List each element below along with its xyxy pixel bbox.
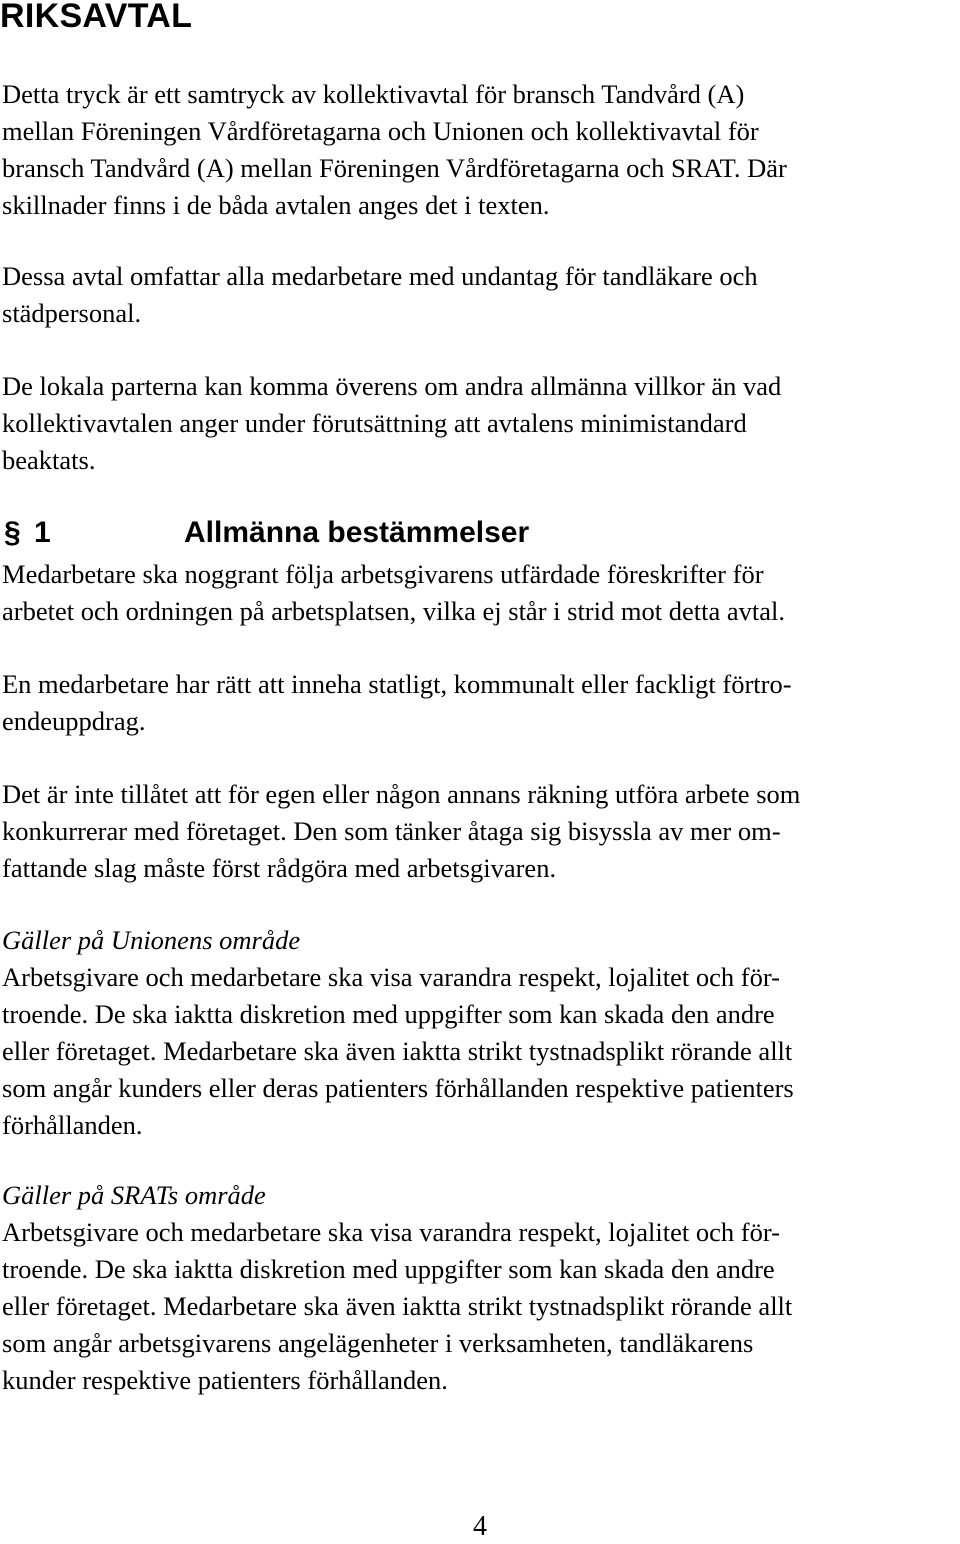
section-paragraph <box>2 776 960 887</box>
text-line: Det är inte tillåtet att för egen eller någon annans räkning utföra arbete som <box>2 779 801 809</box>
clause-heading: Gäller på SRATs område <box>2 1180 266 1210</box>
text-line: endeuppdrag. <box>2 706 146 736</box>
section-heading <box>4 513 529 553</box>
text-line: Dessa avtal omfattar alla medarbetare med undantag för tandläkare och <box>2 261 758 291</box>
intro-paragraph <box>2 258 960 332</box>
text-line: kunder respektive patienters förhållanden. <box>2 1365 448 1395</box>
text-line: Arbetsgivare och medarbetare ska visa varandra respekt, lojalitet och för- <box>2 962 780 992</box>
clause-srat <box>2 1177 960 1399</box>
page-number: 4 <box>473 1511 487 1542</box>
clause-unionen <box>2 922 960 1144</box>
clause-heading: Gäller på Unionens område <box>2 925 301 955</box>
text-line: Arbetsgivare och medarbetare ska visa varandra respekt, lojalitet och för- <box>2 1217 780 1247</box>
text-line: troende. De ska iaktta diskretion med uppgifter som kan skada den andre <box>2 999 775 1029</box>
text-line: Detta tryck är ett samtryck av kollektivavtal för bransch Tandvård (A) <box>2 79 745 109</box>
text-line: skillnader finns i de båda avtalen anges det i texten. <box>2 190 550 220</box>
text-line: arbetet och ordningen på arbetsplatsen, vilka ej står i strid mot detta avtal. <box>2 596 785 626</box>
text-line: Medarbetare ska noggrant följa arbetsgivarens utfärdade föreskrifter för <box>2 559 764 589</box>
section-paragraph <box>2 666 960 740</box>
text-line: konkurrerar med företaget. Den som tänker åtaga sig bisyssla av mer om- <box>2 816 781 846</box>
section-number: 1 <box>34 516 51 549</box>
text-line: eller företaget. Medarbetare ska även iaktta strikt tystnadsplikt rörande allt <box>2 1036 793 1066</box>
text-line: fattande slag måste först rådgöra med arbetsgivaren. <box>2 853 557 883</box>
intro-paragraph <box>2 368 960 479</box>
document-title: RIKSAVTAL <box>0 0 193 35</box>
section-title: Allmänna bestämmelser <box>184 516 530 549</box>
section-paragraph <box>2 556 960 630</box>
text-line: kollektivavtalen anger under förutsättning att avtalens minimistandard <box>2 408 747 438</box>
text-line: som angår arbetsgivarens angelägenheter i verksamheten, tandläkarens <box>2 1328 754 1358</box>
text-line: troende. De ska iaktta diskretion med uppgifter som kan skada den andre <box>2 1254 775 1284</box>
text-line: städpersonal. <box>2 298 142 328</box>
intro-paragraph <box>2 76 960 224</box>
text-line: förhållanden. <box>2 1110 143 1140</box>
section-symbol: § <box>4 516 21 549</box>
text-line: beaktats. <box>2 445 96 475</box>
text-line: bransch Tandvård (A) mellan Föreningen Vårdföretagarna och SRAT. Där <box>2 153 787 183</box>
text-line: mellan Föreningen Vårdföretagarna och Unionen och kollektivavtal för <box>2 116 759 146</box>
text-line: som angår kunders eller deras patienters förhållanden respektive patienters <box>2 1073 794 1103</box>
text-line: En medarbetare har rätt att inneha statligt, kommunalt eller fackligt förtro- <box>2 669 792 699</box>
text-line: eller företaget. Medarbetare ska även iaktta strikt tystnadsplikt rörande allt <box>2 1291 793 1321</box>
text-line: De lokala parterna kan komma överens om andra allmänna villkor än vad <box>2 371 782 401</box>
